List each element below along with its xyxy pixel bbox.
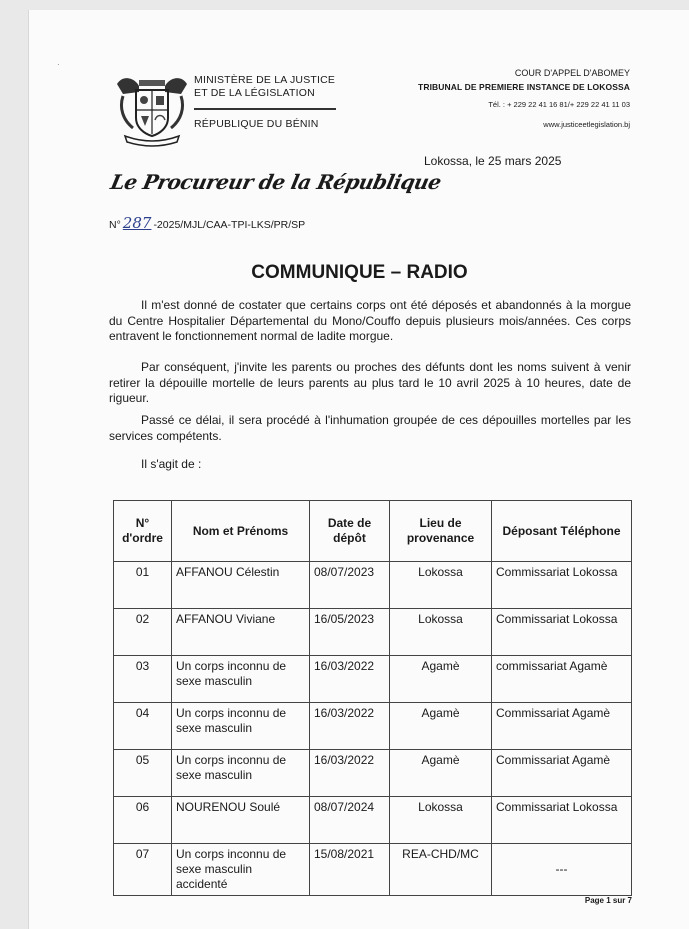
cell-depositor: ---: [492, 844, 632, 896]
cell-name: Un corps inconnu de sexe masculin: [172, 750, 310, 797]
cell-date: 16/05/2023: [310, 609, 390, 656]
cell-depositor: Commissariat Lokossa: [492, 609, 632, 656]
header-name: Nom et Prénoms: [172, 501, 310, 562]
header-place: Lieu de provenance: [390, 501, 492, 562]
table-row: [114, 750, 632, 797]
header-order: N° d'ordre: [114, 501, 172, 562]
reference-handwritten-number: 287: [122, 214, 152, 232]
cell-order: 05: [114, 750, 172, 797]
cell-date: 16/03/2022: [310, 656, 390, 703]
cell-date: 16/03/2022: [310, 703, 390, 750]
page-number: Page 1 sur 7: [584, 896, 632, 905]
cell-place: Agamè: [390, 703, 492, 750]
court-block: [418, 66, 630, 132]
cell-depositor: commissariat Agamè: [492, 656, 632, 703]
deceased-table: [113, 500, 632, 896]
paragraph-2: Par conséquent, j'invite les parents ou proches des défunts dont les noms suivent à venir retirer la dépouille mortelle de leurs parents au plus tard le 10 avril 2025 à 10 heures, date de rigueur.: [109, 360, 631, 405]
cell-place: Agamè: [390, 656, 492, 703]
tribunal-name: TRIBUNAL DE PREMIERE INSTANCE DE LOKOSSA: [418, 82, 630, 92]
paragraph-4: Il s'agit de :: [141, 457, 202, 471]
cell-depositor: Commissariat Lokossa: [492, 562, 632, 609]
cell-name: AFFANOU Viviane: [172, 609, 310, 656]
ministry-line-2: ET DE LA LÉGISLATION: [194, 87, 315, 99]
table-header-row: [114, 501, 632, 562]
cell-place: REA-CHD/MC: [390, 844, 492, 896]
cell-depositor: Commissariat Agamè: [492, 703, 632, 750]
cell-date: 15/08/2021: [310, 844, 390, 896]
cell-name: Un corps inconnu de sexe masculin: [172, 656, 310, 703]
ministry-line-1: MINISTÈRE DE LA JUSTICE: [194, 74, 336, 86]
cell-place: Lokossa: [390, 562, 492, 609]
cell-order: 03: [114, 656, 172, 703]
table-row: [114, 703, 632, 750]
table-row: [114, 797, 632, 844]
cell-date: 08/07/2023: [310, 562, 390, 609]
cell-date: 08/07/2024: [310, 797, 390, 844]
signatory-title: Le Procureur de la République: [108, 170, 444, 194]
document-page: [28, 10, 689, 929]
scan-mark: ·: [57, 60, 60, 69]
cell-order: 06: [114, 797, 172, 844]
cell-place: Lokossa: [390, 797, 492, 844]
cell-name: AFFANOU Célestin: [172, 562, 310, 609]
reference-number: [109, 214, 305, 232]
header-date: Date de dépôt: [310, 501, 390, 562]
cell-name: Un corps inconnu de sexe masculin accidenté: [172, 844, 310, 896]
cell-place: Agamè: [390, 750, 492, 797]
table-row: [114, 844, 632, 896]
cell-order: 02: [114, 609, 172, 656]
cell-order: 01: [114, 562, 172, 609]
cell-order: 04: [114, 703, 172, 750]
coat-of-arms-icon: [109, 70, 195, 148]
website: www.justiceetlegislation.bj: [543, 120, 630, 129]
table-row: [114, 562, 632, 609]
table-row: [114, 609, 632, 656]
header-depositor: Déposant Téléphone: [492, 501, 632, 562]
ministry-divider: [194, 108, 336, 110]
cell-depositor: Commissariat Agamè: [492, 750, 632, 797]
paragraph-1: Il m'est donné de costater que certains corps ont été déposés et abandonnés à la morgue du Centre Hospitalier Départemental du Mono/Couffo depuis plusieurs mois/années. Ces corps entravent le fonctionnement normal de ladite morgue.: [109, 298, 631, 343]
cell-order: 07: [114, 844, 172, 896]
cell-depositor: Commissariat Lokossa: [492, 797, 632, 844]
cell-name: NOURENOU Soulé: [172, 797, 310, 844]
document-title: COMMUNIQUE – RADIO: [251, 262, 468, 283]
reference-prefix: N°: [109, 219, 121, 231]
cell-name: Un corps inconnu de sexe masculin: [172, 703, 310, 750]
reference-suffix: -2025/MJL/CAA-TPI-LKS/PR/SP: [153, 219, 306, 231]
table-row: [114, 656, 632, 703]
date-line: Lokossa, le 25 mars 2025: [424, 154, 562, 168]
cell-place: Lokossa: [390, 609, 492, 656]
republic-name: RÉPUBLIQUE DU BÉNIN: [194, 118, 319, 130]
paragraph-3: Passé ce délai, il sera procédé à l'inhumation groupée de ces dépouilles mortelles par les services compétents.: [109, 413, 631, 443]
ministry-block: [194, 74, 336, 130]
court-of-appeal: COUR D'APPEL D'ABOMEY: [514, 68, 630, 78]
cell-date: 16/03/2022: [310, 750, 390, 797]
phone-numbers: Tél. : + 229 22 41 16 81/+ 229 22 41 11 03: [488, 100, 630, 109]
